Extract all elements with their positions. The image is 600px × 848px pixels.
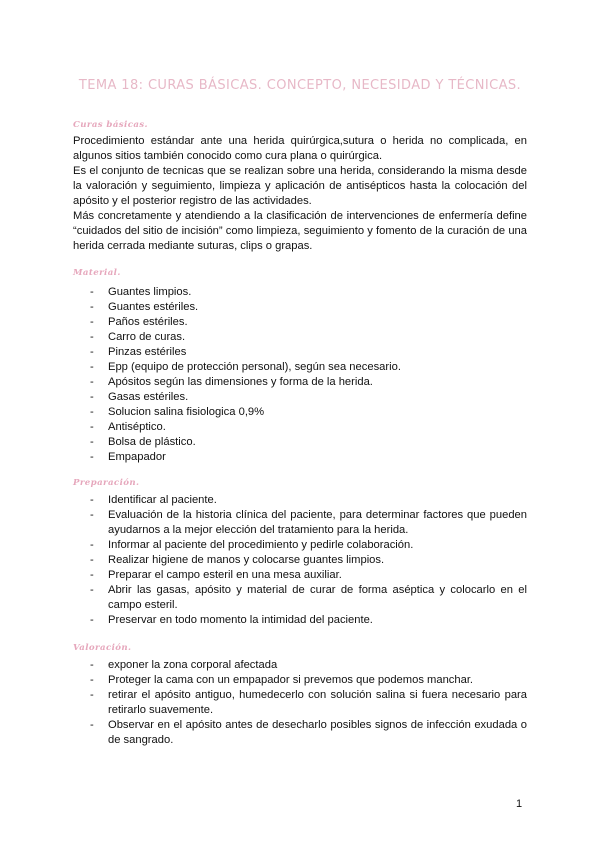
list-item: - Preservar en todo momento la intimidad del paciente. bbox=[90, 613, 527, 628]
list-item: - Pinzas estériles bbox=[90, 345, 527, 360]
section-heading-preparacion: Preparación. bbox=[73, 478, 140, 488]
list-item: - Realizar higiene de manos y colocarse guantes limpios. bbox=[90, 553, 527, 568]
page-number: 1 bbox=[516, 798, 523, 810]
list-item: - retirar el apósito antiguo, humedecerlo con solución salina si fuera necesario para retirarlo suavemente. bbox=[90, 688, 527, 718]
section-heading-curas: Curas básicas. bbox=[73, 120, 148, 130]
paragraph: Más concretamente y atendiendo a la clasificación de intervenciones de enfermería define “cuidados del sitio de incisión” como limpieza, seguimiento y fomento de la curación de una herida cerrada mediante suturas, clips o grapas. bbox=[73, 210, 527, 252]
list-item: - Solucion salina fisiologica 0,9% bbox=[90, 405, 527, 420]
material-list bbox=[90, 285, 527, 465]
valoracion-list bbox=[90, 658, 527, 748]
section-heading-material: Material. bbox=[73, 268, 121, 278]
list-item: - Guantes limpios. bbox=[90, 285, 527, 300]
list-item: - Proteger la cama con un empapador si prevemos que podemos manchar. bbox=[90, 673, 527, 688]
section-body-curas bbox=[73, 134, 527, 254]
paragraph: Es el conjunto de tecnicas que se realizan sobre una herida, considerando la misma desde la valoración y seguimiento, limpieza y aplicación de antisépticos hasta la colocación del apósito y el posterior registro de las actividades. bbox=[73, 165, 527, 207]
list-item: - Antiséptico. bbox=[90, 420, 527, 435]
list-item: - Epp (equipo de protección personal), según sea necesario. bbox=[90, 360, 527, 375]
list-item: - Identificar al paciente. bbox=[90, 493, 527, 508]
page-title: TEMA 18: CURAS BÁSICAS. CONCEPTO, NECESIDAD Y TÉCNICAS. bbox=[78, 78, 522, 93]
list-item: - Empapador bbox=[90, 450, 527, 465]
list-item: - Preparar el campo esteril en una mesa auxiliar. bbox=[90, 568, 527, 583]
paragraph: Procedimiento estándar ante una herida quirúrgica,sutura o herida no complicada, en algunos sitios también conocido como cura plana o quirúrgica. bbox=[73, 135, 527, 162]
list-item: - Apósitos según las dimensiones y forma de la herida. bbox=[90, 375, 527, 390]
list-item: - Informar al paciente del procedimiento y pedirle colaboración. bbox=[90, 538, 527, 553]
list-item: - Bolsa de plástico. bbox=[90, 435, 527, 450]
list-item: - exponer la zona corporal afectada bbox=[90, 658, 527, 673]
preparacion-list bbox=[90, 493, 527, 628]
list-item: - Observar en el apósito antes de desecharlo posibles signos de infección exudada o de sangrado. bbox=[90, 718, 527, 748]
list-item: - Gasas estériles. bbox=[90, 390, 527, 405]
list-item: - Carro de curas. bbox=[90, 330, 527, 345]
list-item: - Abrir las gasas, apósito y material de curar de forma aséptica y colocarlo en el campo esteril. bbox=[90, 583, 527, 613]
list-item: - Evaluación de la historia clínica del paciente, para determinar factores que pueden ayudarnos a la mejor elección del tratamiento para la herida. bbox=[90, 508, 527, 538]
section-heading-valoracion: Valoración. bbox=[73, 643, 132, 653]
list-item: - Paños estériles. bbox=[90, 315, 527, 330]
list-item: - Guantes estériles. bbox=[90, 300, 527, 315]
